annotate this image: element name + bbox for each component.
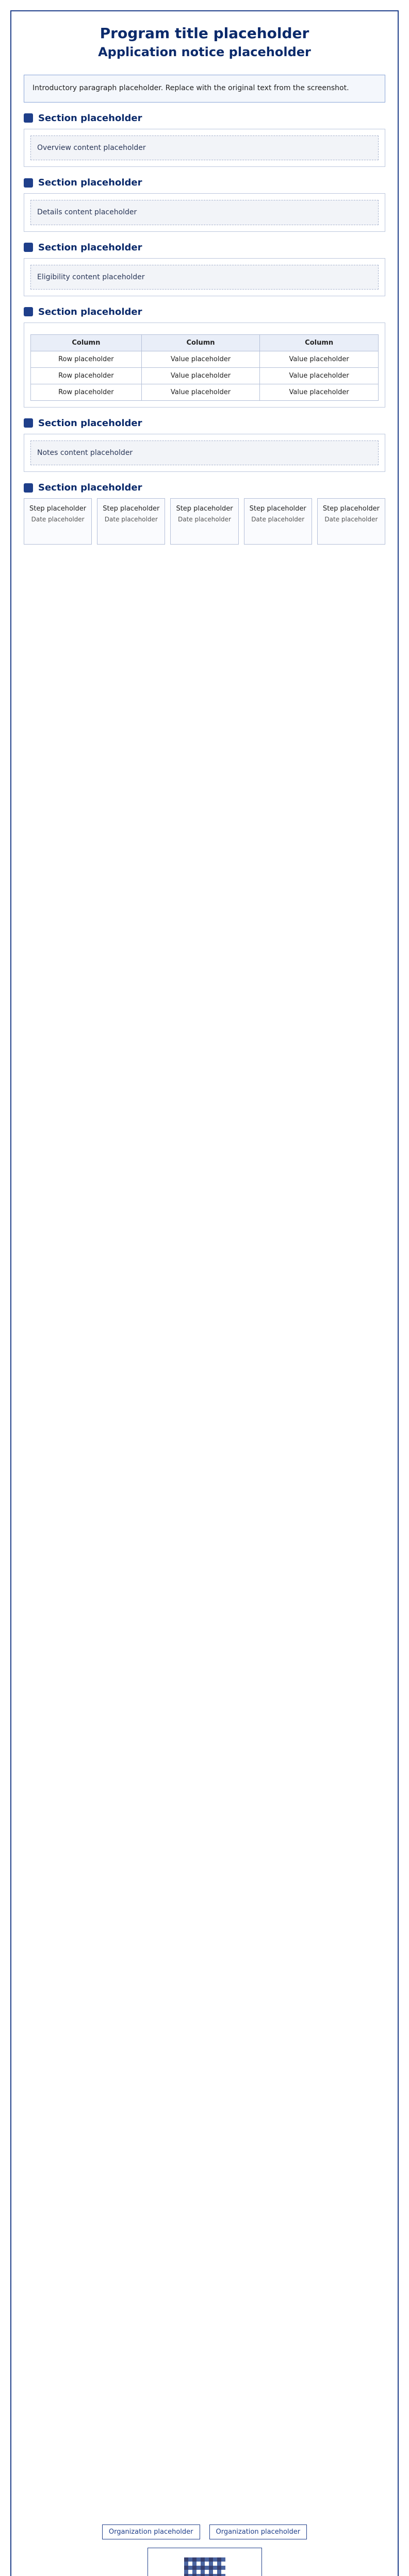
details-placeholder: Details content placeholder [30,200,379,225]
process-step-date: Date placeholder [31,516,85,523]
process-step-label: Step placeholder [249,505,306,513]
process-step-label: Step placeholder [29,505,87,513]
document-page [10,10,399,2576]
section-process-title [24,482,385,493]
section-details-title [24,177,385,188]
document-title: Program title placeholder [100,25,309,42]
section-square-icon [24,243,33,252]
schedule-cell: Value placeholder [141,384,260,400]
section-schedule-title [24,307,385,317]
section-square-icon [24,418,33,428]
process-timeline [24,498,385,545]
process-step-date: Date placeholder [324,516,378,523]
org-badge: Organization placeholder [102,2524,200,2539]
schedule-cell: Value placeholder [260,351,379,367]
schedule-box [24,323,385,408]
process-step [170,498,238,545]
qr-code-icon [184,2557,225,2576]
section-square-icon [24,113,33,123]
section-schedule-label: Section placeholder [38,306,142,317]
document-subtitle: Application notice placeholder [98,45,311,59]
section-square-icon [24,483,33,493]
title-block [11,11,398,67]
process-step-date: Date placeholder [104,516,158,523]
process-step [24,498,92,545]
overview-placeholder: Overview content placeholder [30,135,379,160]
overview-box [24,129,385,167]
table-row [31,367,379,384]
org-badges [11,2524,398,2539]
schedule-cell: Value placeholder [141,351,260,367]
eligibility-placeholder: Eligibility content placeholder [30,265,379,290]
schedule-cell: Row placeholder [31,384,142,400]
section-square-icon [24,178,33,188]
eligibility-box [24,258,385,296]
qr-block [148,2548,262,2576]
process-step-label: Step placeholder [176,505,233,513]
schedule-cell: Row placeholder [31,367,142,384]
org-badge: Organization placeholder [209,2524,307,2539]
notes-box [24,434,385,472]
section-square-icon [24,307,33,316]
process-step-date: Date placeholder [251,516,305,523]
section-overview-label: Section placeholder [38,112,142,124]
process-step [317,498,385,545]
section-details-label: Section placeholder [38,177,142,189]
section-notes-title [24,418,385,429]
section-overview-title [24,113,385,124]
schedule-cell: Row placeholder [31,351,142,367]
process-step [244,498,312,545]
process-step [97,498,165,545]
footer [11,2517,398,2576]
schedule-cell: Value placeholder [260,384,379,400]
schedule-table [30,334,379,401]
notes-placeholder: Notes content placeholder [30,440,379,465]
schedule-header-cell: Column [31,334,142,351]
section-process-label: Section placeholder [38,482,142,494]
table-row [31,384,379,400]
process-step-label: Step placeholder [322,505,380,513]
section-eligibility-title [24,242,385,253]
intro-text: Introductory paragraph placeholder. Replace with the original text from the screenshot. [32,84,349,92]
table-row [31,351,379,367]
schedule-cell: Value placeholder [260,367,379,384]
intro-box [24,75,385,103]
process-step-date: Date placeholder [177,516,231,523]
schedule-cell: Value placeholder [141,367,260,384]
details-box [24,193,385,231]
section-notes-label: Section placeholder [38,417,142,429]
schedule-header-cell: Column [260,334,379,351]
process-step-label: Step placeholder [103,505,160,513]
schedule-header-cell: Column [141,334,260,351]
section-eligibility-label: Section placeholder [38,242,142,253]
